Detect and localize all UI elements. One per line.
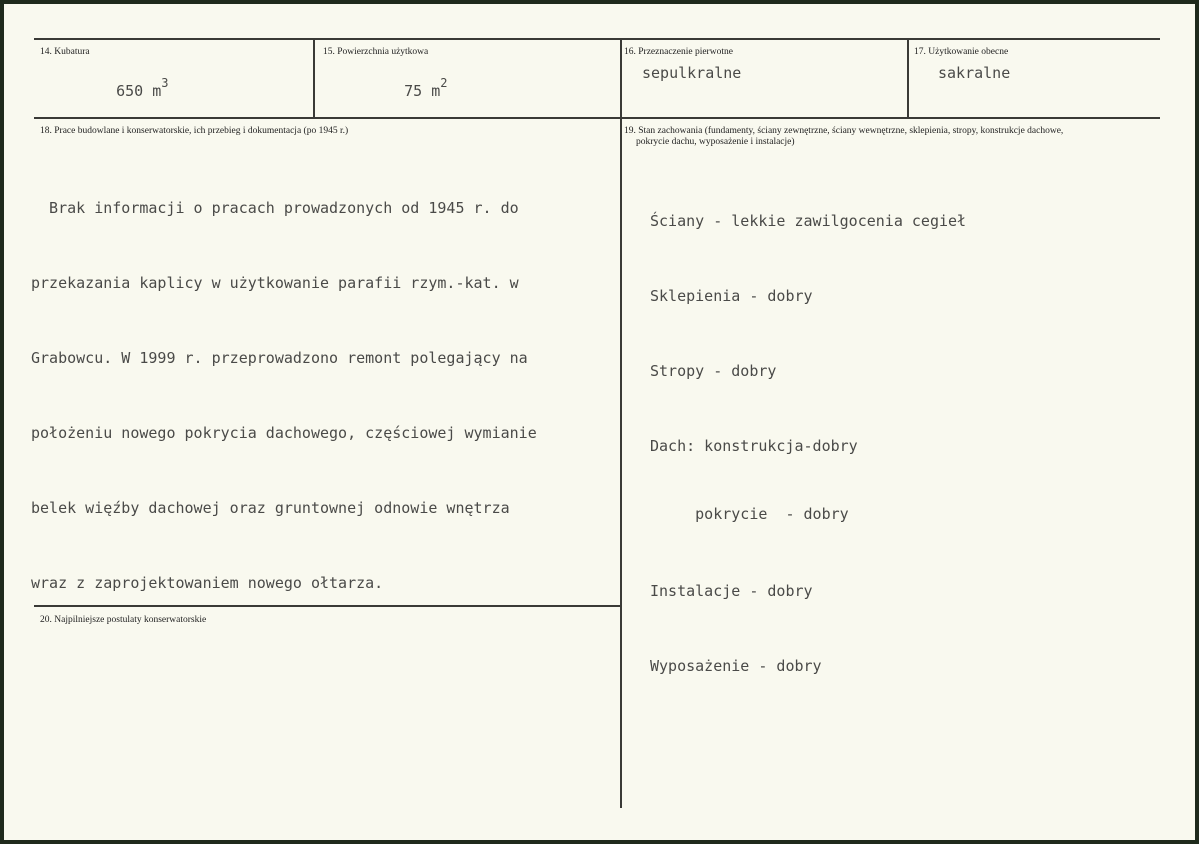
field-14-superscript: 3 bbox=[161, 76, 169, 90]
divider-14-15 bbox=[313, 38, 315, 119]
field-19-label-line1: 19. Stan zachowania (fundamenty, ściany zewnętrzne, ściany wewnętrzne, sklepienia, stropy, konstrukcje dachowe, bbox=[624, 126, 1064, 136]
field-14-label: 14. Kubatura bbox=[40, 47, 90, 57]
field-17-value: sakralne bbox=[938, 64, 1011, 82]
field-20-label: 20. Najpilniejsze postulaty konserwatorskie bbox=[40, 615, 207, 625]
field-19-label bbox=[624, 126, 1063, 148]
text-line: położeniu nowego pokrycia dachowego, częściowej wymianie bbox=[31, 424, 537, 442]
text-line: przekazania kaplicy w użytkowanie parafii rzym.-kat. w bbox=[31, 274, 519, 292]
field-18-text bbox=[31, 146, 537, 646]
top-rule bbox=[34, 38, 1160, 40]
field-15-superscript: 2 bbox=[440, 76, 448, 90]
condition-vaults: Sklepienia - dobry bbox=[650, 287, 813, 305]
field-18-label: 18. Prace budowlane i konserwatorskie, ich przebieg i dokumentacja (po 1945 r.) bbox=[40, 126, 349, 136]
text-line: belek więźby dachowej oraz gruntownej odnowie wnętrza bbox=[31, 499, 510, 517]
condition-installations: Instalacje - dobry bbox=[650, 582, 813, 600]
field-17-label: 17. Użytkowanie obecne bbox=[914, 47, 1009, 57]
field-15-label: 15. Powierzchnia użytkowa bbox=[323, 47, 429, 57]
field-19-conditions bbox=[650, 159, 966, 729]
field-16-label: 16. Przeznaczenie pierwotne bbox=[624, 47, 733, 57]
text-line: wraz z zaprojektowaniem nowego ołtarza. bbox=[31, 574, 384, 592]
condition-furnishings: Wyposażenie - dobry bbox=[650, 657, 822, 675]
condition-roof-structure: Dach: konstrukcja-dobry bbox=[650, 437, 858, 455]
field-15-number: 75 m bbox=[404, 82, 441, 100]
field-15-value bbox=[368, 64, 447, 118]
text-line: Brak informacji o pracach prowadzonych od 1945 r. do bbox=[31, 199, 519, 217]
row1-bottom-rule bbox=[34, 117, 1160, 119]
field-14-value bbox=[80, 64, 169, 118]
field-14-number: 650 m bbox=[116, 82, 162, 100]
condition-roof-covering: pokrycie - dobry bbox=[650, 505, 849, 523]
inventory-card bbox=[4, 4, 1195, 840]
field-16-value: sepulkralne bbox=[642, 64, 742, 82]
divider-16-17 bbox=[907, 38, 909, 119]
divider-main bbox=[620, 38, 622, 808]
field-19-label-line2: pokrycie dachu, wyposażenie i instalacje) bbox=[636, 137, 795, 147]
condition-ceilings: Stropy - dobry bbox=[650, 362, 777, 380]
text-line: Grabowcu. W 1999 r. przeprowadzono remont polegający na bbox=[31, 349, 528, 367]
condition-walls: Ściany - lekkie zawilgocenia cegieł bbox=[650, 212, 967, 230]
